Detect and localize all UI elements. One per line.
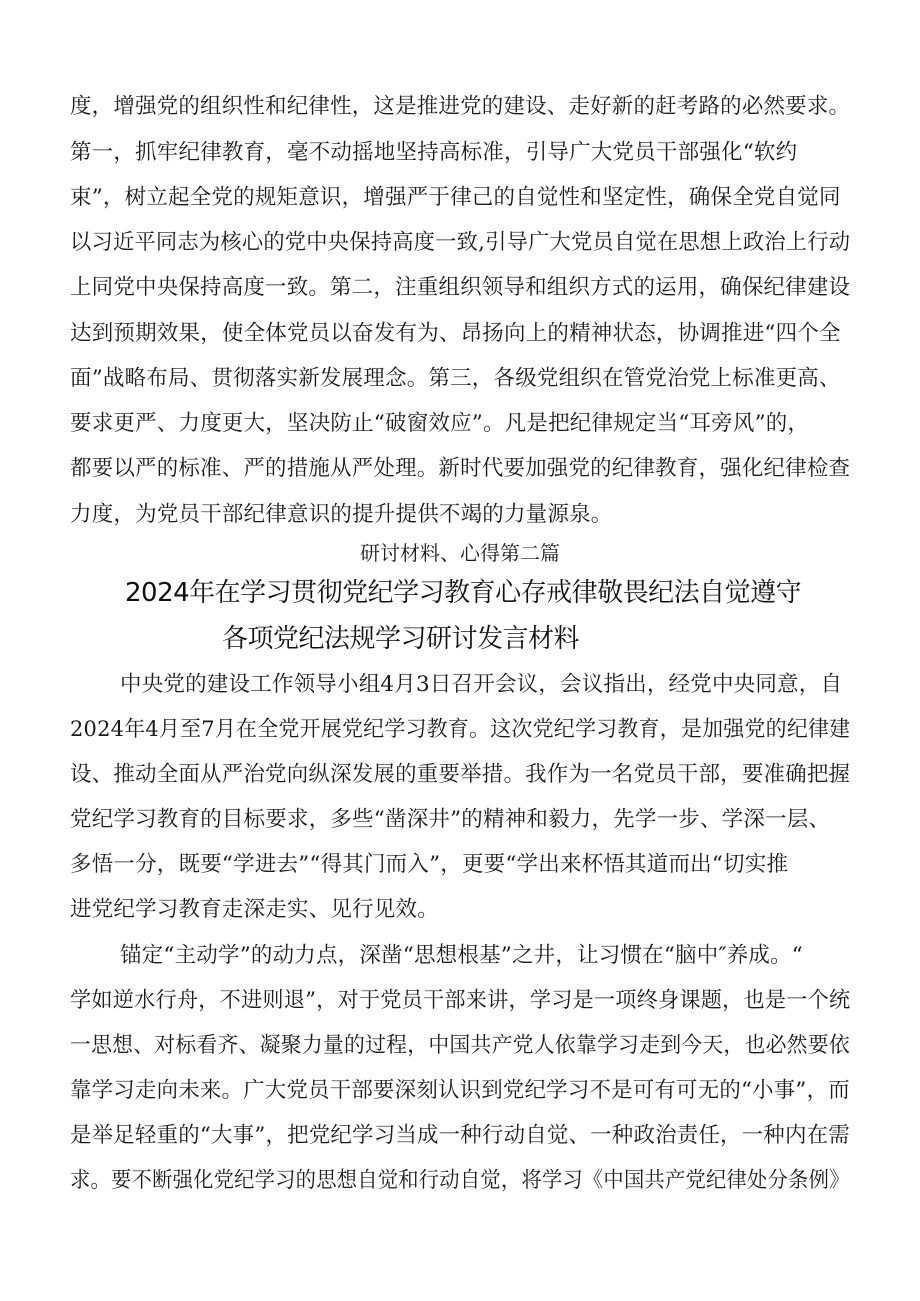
text-line: 第一，抓牢纪律教育，毫不动摇地坚持高标准，引导广大党员干部强化“软约 xyxy=(70,140,798,165)
text-line: 设、推动全面从严治党向纵深发展的重要举措。我作为一名党员干部，要准确把握 xyxy=(70,762,851,787)
text-line: 都要以严的标准、严的措施从严处理。新时代要加强党的纪律教育，强化纪律检查 xyxy=(70,456,851,481)
text-line: 束”，树立起全党的规矩意识，增强严于律己的自觉性和坚定性，确保全党自觉同 xyxy=(70,185,841,210)
text-line: 进党纪学习教育走深走实、见行见效。 xyxy=(70,897,439,922)
text-line: 学如逆水行舟，不进则退”，对于党员干部来讲，学习是一项终身课题，也是一个统 xyxy=(70,988,851,1013)
text-line: 上同党中央保持高度一致。第二，注重组织领导和组织方式的运用，确保纪律建设 xyxy=(70,275,851,300)
text-line: 求。要不断强化党纪学习的思想自觉和行动自觉，将学习《中国共产党纪律处分条例》 xyxy=(70,1168,850,1193)
text-line: 达到预期效果，使全体党员以奋发有为、昂扬向上的精神状态，协调推进“四个全 xyxy=(70,321,841,346)
text-line: 中央党的建设工作领导小组4月3日召开会议，会议指出，经党中央同意，自 xyxy=(120,672,843,697)
text-line: 面”战略布局、贯彻落实新发展理念。第三，各级党组织在管党治党上标准更高、 xyxy=(70,366,841,391)
section-heading: 研讨材料、心得第二篇 xyxy=(360,541,560,565)
document-title-line1: 2024年在学习贯彻党纪学习教育心存戒律敬畏纪法自觉遵守 xyxy=(125,578,802,608)
text-line: 锚定“主动学”的动力点，深凿“思想根基”之井，让习惯在“脑中″养成。“ xyxy=(120,943,803,968)
text-line: 党纪学习教育的目标要求，多些“凿深井”的精神和毅力，先学一步、学深一层、 xyxy=(70,807,831,832)
text-line: 力度，为党员干部纪律意识的提升提供不竭的力量源泉。 xyxy=(70,502,613,527)
text-line: 度，增强党的组织性和纪律性，这是推进党的建设、走好新的赶考路的必然要求。 xyxy=(70,94,851,119)
text-line: 多悟一分，既要“学进去”“得其门而入”，更要“学出来杯悟其道而出“切实推 xyxy=(70,852,789,877)
text-line: 靠学习走向未来。广大党员干部要深刻认识到党纪学习不是可有可无的“小事”，而 xyxy=(70,1078,850,1103)
document-title-line2: 各项党纪法规学习研讨发言材料 xyxy=(222,624,580,654)
text-line: 2024年4月至7月在全党开展党纪学习教育。这次党纪学习教育，是加强党的纪律建 xyxy=(70,717,851,742)
text-line: 是举足轻重的“大事”，把党纪学习当成一种行动自觉、一种政治责任，一种内在需 xyxy=(70,1123,850,1148)
text-line: 一思想、对标看齐、凝聚力量的过程，中国共产党人依靠学习走到今天，也必然要依 xyxy=(70,1033,850,1058)
text-line: 要求更严、力度更大，坚决防止“破窗效应”。凡是把纪律规定当“耳旁风”的， xyxy=(70,411,810,436)
text-line: 以习近平同志为核心的党中央保持高度一致,引导广大党员自觉在思想上政治上行动 xyxy=(70,230,851,255)
